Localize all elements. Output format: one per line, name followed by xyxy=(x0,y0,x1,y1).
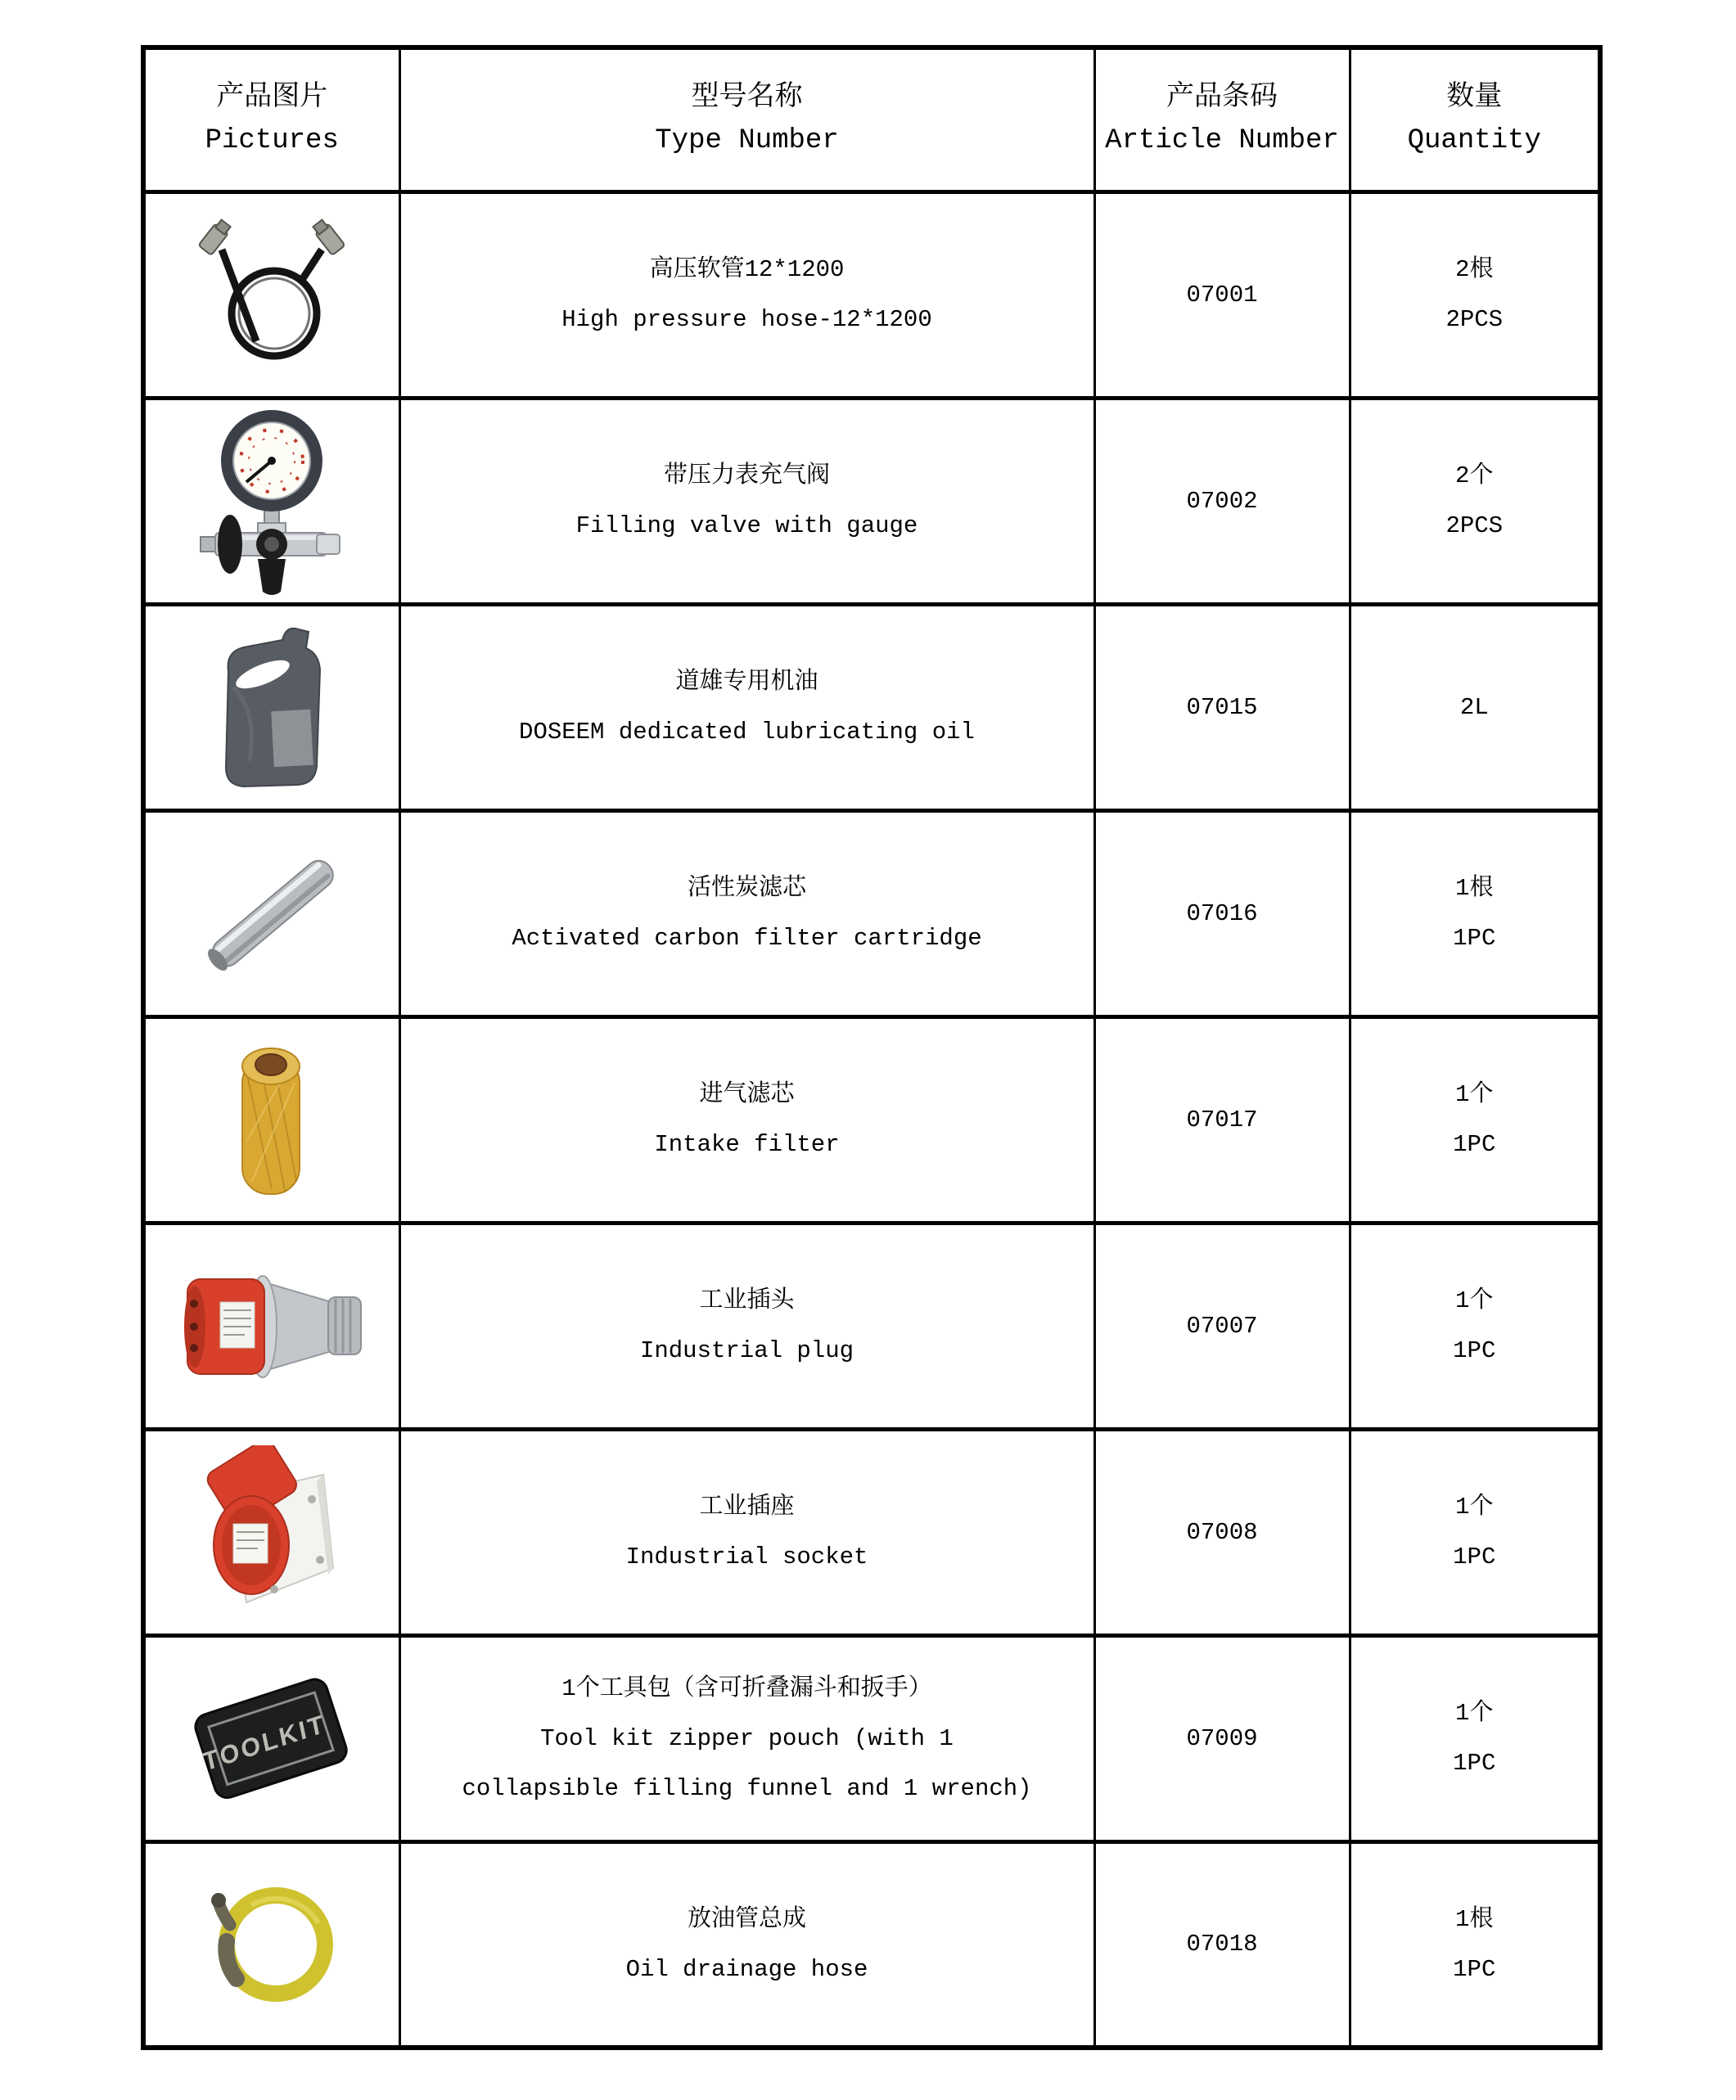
picture-cell xyxy=(143,398,399,604)
article-number: 07017 xyxy=(1094,1016,1350,1223)
picture-cell xyxy=(143,1635,399,1841)
quantity-zh: 1个 xyxy=(1455,1081,1494,1108)
quantity-zh: 1个 xyxy=(1455,1287,1494,1314)
picture-cell xyxy=(143,810,399,1016)
quantity-en: 1PC xyxy=(1453,1131,1496,1158)
type-name-en: High pressure hose-12*1200 xyxy=(561,306,932,333)
header-quantity-en: Quantity xyxy=(1407,125,1541,157)
article-number: 07001 xyxy=(1094,192,1350,398)
quantity-en: 1PC xyxy=(1453,925,1496,952)
header-type-number xyxy=(399,47,1094,192)
type-name-en: Activated carbon filter cartridge xyxy=(512,925,982,952)
picture-cell xyxy=(143,604,399,810)
article-number: 07018 xyxy=(1094,1841,1350,2048)
type-name-en: Industrial plug xyxy=(639,1337,854,1364)
activated-carbon-filter-image xyxy=(184,830,360,998)
header-pictures xyxy=(143,47,399,192)
picture-cell xyxy=(143,192,399,398)
type-name-zh: 高压软管12*1200 xyxy=(649,256,845,283)
table-row xyxy=(143,1223,1600,1429)
quantity-zh: 2根 xyxy=(1455,256,1494,283)
type-name-zh: 1个工具包（含可折叠漏斗和扳手） xyxy=(561,1674,932,1702)
doseem-lubricating-oil-image xyxy=(201,622,344,792)
type-name-en: Oil drainage hose xyxy=(625,1955,868,1983)
oil-drainage-hose-image xyxy=(194,1866,349,2023)
header-row xyxy=(143,47,1600,192)
picture-cell xyxy=(143,1429,399,1635)
type-name-en: Tool kit zipper pouch (with 1 collapsible filling funnel and 1 wrench) xyxy=(462,1724,1032,1802)
quantity-zh: 1根 xyxy=(1455,875,1494,902)
header-article-zh: 产品条码 xyxy=(1166,83,1278,115)
table-row xyxy=(143,1841,1600,2048)
type-name-zh: 道雄专用机油 xyxy=(675,669,818,696)
quantity-en: 1PC xyxy=(1453,1750,1496,1777)
type-name-en: Filling valve with gauge xyxy=(575,512,918,539)
type-name-en: Intake filter xyxy=(654,1131,840,1158)
quantity-en: 1PC xyxy=(1453,1955,1496,1983)
table-row xyxy=(143,192,1600,398)
type-name-zh: 放油管总成 xyxy=(687,1905,806,1933)
industrial-socket-image xyxy=(192,1445,352,1619)
type-name-zh: 工业插头 xyxy=(699,1287,795,1314)
picture-cell xyxy=(143,1841,399,2048)
type-name-zh: 活性炭滤芯 xyxy=(687,875,806,902)
table-row xyxy=(143,1016,1600,1223)
tool-kit-pouch-image xyxy=(184,1669,360,1808)
table-row xyxy=(143,1635,1600,1841)
quantity-zh: 1个 xyxy=(1455,1494,1494,1521)
quantity-zh: 2L xyxy=(1459,693,1489,721)
header-pictures-zh: 产品图片 xyxy=(216,83,328,115)
quantity-en: 1PC xyxy=(1453,1543,1496,1570)
type-name-zh: 工业插座 xyxy=(699,1494,795,1521)
type-name-zh: 带压力表充气阀 xyxy=(663,462,830,489)
picture-cell xyxy=(143,1223,399,1429)
quantity-zh: 2个 xyxy=(1455,462,1494,489)
quantity-en: 2PCS xyxy=(1445,306,1504,333)
intake-filter-image xyxy=(223,1034,321,1205)
parts-table xyxy=(141,45,1603,2050)
header-type-en: Type Number xyxy=(655,125,839,157)
article-number: 07002 xyxy=(1094,398,1350,604)
type-name-en: Industrial socket xyxy=(625,1543,868,1570)
article-number: 07007 xyxy=(1094,1223,1350,1429)
type-name-zh: 进气滤芯 xyxy=(699,1081,795,1108)
picture-cell xyxy=(143,1016,399,1223)
quantity-en: 1PC xyxy=(1453,1337,1496,1364)
quantity-zh: 1根 xyxy=(1455,1905,1494,1933)
table-row xyxy=(143,1429,1600,1635)
header-article-number xyxy=(1094,47,1350,192)
industrial-plug-image xyxy=(176,1256,368,1395)
toolkit-label-text: TOOLKIT xyxy=(200,1709,328,1777)
high-pressure-hose-image xyxy=(186,217,358,372)
article-number: 07009 xyxy=(1094,1635,1350,1841)
header-article-en: Article Number xyxy=(1105,125,1339,157)
filling-valve-with-gauge-image xyxy=(194,403,349,598)
article-number: 07016 xyxy=(1094,810,1350,1016)
header-quantity xyxy=(1350,47,1600,192)
type-name-en: DOSEEM dedicated lubricating oil xyxy=(519,719,975,746)
quantity-zh: 1个 xyxy=(1455,1700,1494,1727)
table-row xyxy=(143,810,1600,1016)
header-pictures-en: Pictures xyxy=(205,125,339,157)
table-row xyxy=(143,398,1600,604)
header-quantity-zh: 数量 xyxy=(1446,83,1503,115)
article-number: 07015 xyxy=(1094,604,1350,810)
quantity-en: 2PCS xyxy=(1445,512,1504,539)
article-number: 07008 xyxy=(1094,1429,1350,1635)
header-type-zh: 型号名称 xyxy=(691,83,803,115)
table-row xyxy=(143,604,1600,810)
